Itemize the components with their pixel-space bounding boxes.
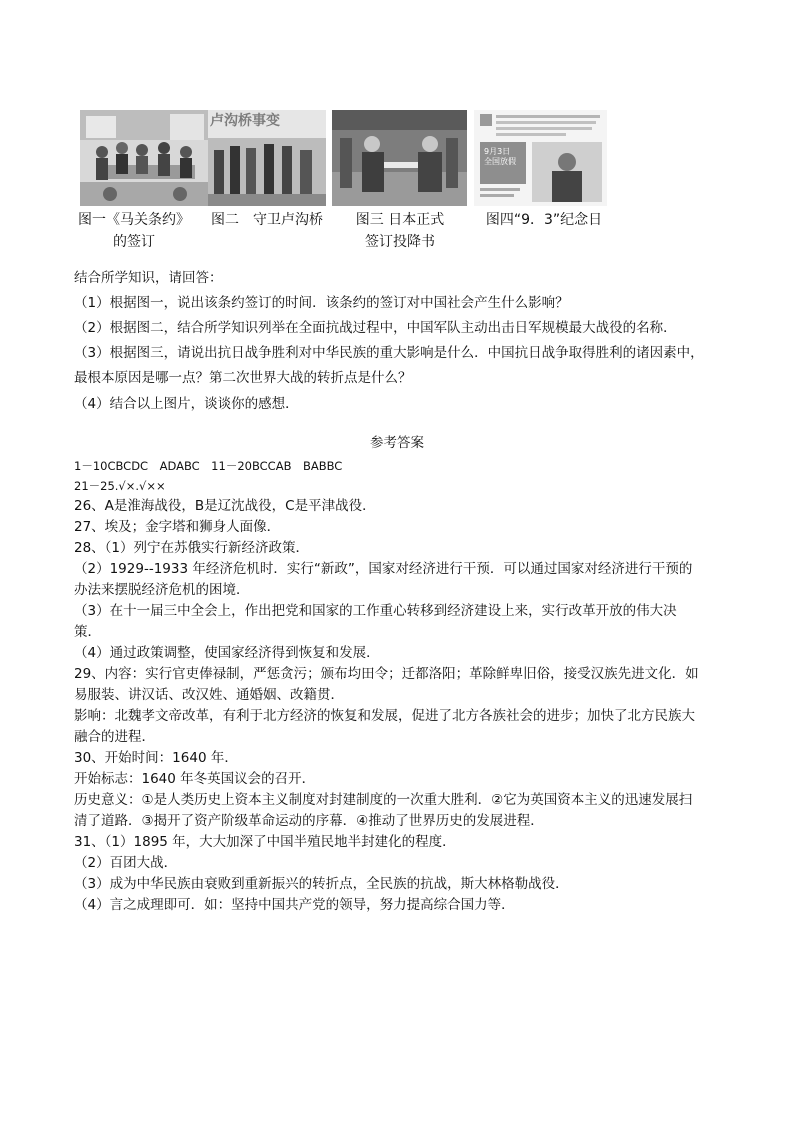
figure-3-image bbox=[332, 110, 467, 206]
answer-28-2b: 办法来摆脱经济危机的困境． bbox=[74, 582, 250, 598]
figure-3-caption-line1: 图三 日本正式 bbox=[355, 212, 445, 228]
answer-29-2b: 融合的进程． bbox=[74, 729, 155, 745]
figure-4-overlay-text: 9月3日 全国放假 bbox=[484, 147, 516, 166]
answer-31-4: （4）言之成理即可．如：坚持中国共产党的领导，努力提高综合国力等． bbox=[74, 897, 515, 913]
answer-27: 27、埃及；金字塔和狮身人面像． bbox=[74, 519, 281, 535]
question-3-line1: （3）根据图三，请说出抗日战争胜利对中华民族的重大影响是什么．中国抗日战争取得胜利的诸因素中， bbox=[74, 345, 704, 361]
answer-26: 26、A是淮海战役，B是辽沈战役，C是平津战役． bbox=[74, 498, 376, 514]
surrender-photo-icon bbox=[332, 110, 467, 206]
figure-1-image bbox=[80, 110, 210, 206]
answer-30-2: 开始标志：1640 年冬英国议会的召开． bbox=[74, 771, 316, 787]
answer-30-3b: 清了道路．③揭开了资产阶级革命运动的序幕．④推动了世界历史的发展进程． bbox=[74, 813, 544, 829]
answers-title: 参考答案 bbox=[370, 435, 424, 451]
figure-3-caption-line2: 签订投降书 bbox=[365, 234, 435, 250]
answer-29-2a: 影响：北魏孝文帝改革，有利于北方经济的恢复和发展，促进了北方各族社会的进步；加快了北方民族大 bbox=[74, 708, 695, 724]
answer-28-1: 28、（1）列宁在苏俄实行新经济政策． bbox=[74, 540, 310, 556]
figure-2-overlay-text: 卢沟桥事变 bbox=[210, 113, 280, 129]
answer-31-3: （3）成为中华民族由衰败到重新振兴的转折点，全民族的抗战，斯大林格勒战役． bbox=[74, 876, 569, 892]
answer-30-3a: 历史意义：①是人类历史上资本主义制度对封建制度的一次重大胜利．②它为英国资本主义的迅速发展扫 bbox=[74, 792, 693, 808]
figure-2-image bbox=[208, 110, 326, 206]
answer-28-2a: （2）1929--1933 年经济危机时．实行“新政”，国家对经济进行干预．可以通过国家对经济进行干预的 bbox=[74, 561, 693, 577]
questions-intro: 结合所学知识，请回答： bbox=[74, 270, 223, 286]
figure-4-caption: 图四“9．3”纪念日 bbox=[485, 212, 603, 228]
answer-tf: 21－25.√×.√×× bbox=[74, 479, 166, 493]
answer-31-1: 31、（1）1895 年，大大加深了中国半殖民地半封建化的程度． bbox=[74, 834, 456, 850]
answer-mc-1: 1－10CBCDC ADABC 11－20BCCAB BABBC bbox=[74, 459, 343, 473]
figure-1-caption-line1: 图一《马关条约》 bbox=[78, 212, 190, 228]
figure-1-caption bbox=[78, 209, 190, 253]
answer-29-1a: 29、内容：实行官吏俸禄制，严惩贪污；颁布均田令；迁都洛阳；革除鲜卑旧俗，接受汉族先进文化．如 bbox=[74, 666, 699, 682]
treaty-signing-photo-icon bbox=[80, 110, 210, 206]
answer-28-4: （4）通过政策调整，使国家经济得到恢复和发展． bbox=[74, 645, 380, 661]
question-2: （2）根据图二，结合所学知识列举在全面抗战过程中，中国军队主动出击日军规模最大战役的名称． bbox=[74, 320, 677, 336]
question-4: （4）结合以上图片，谈谈你的感想． bbox=[74, 396, 299, 412]
question-1: （1）根据图一，说出该条约签订的时间．该条约的签订对中国社会产生什么影响？ bbox=[74, 295, 569, 311]
figure-2-caption: 图二 守卫卢沟桥 bbox=[211, 212, 323, 228]
answer-31-2: （2）百团大战． bbox=[74, 855, 178, 871]
figure-4-image bbox=[474, 110, 607, 206]
answer-30-1: 30、开始时间：1640 年． bbox=[74, 750, 238, 766]
answer-28-3b: 策． bbox=[74, 624, 101, 640]
answer-28-3a: （3）在十一届三中全会上，作出把党和国家的工作重心转移到经济建设上来，实行改革开放的伟大决 bbox=[74, 603, 677, 619]
figure-1-caption-line2: 的签订 bbox=[113, 234, 155, 250]
question-3-line2: 最根本原因是哪一点？第二次世界大战的转折点是什么？ bbox=[74, 370, 412, 386]
answer-29-1b: 易服装、讲汉话、改汉姓、通婚姻、改籍贯． bbox=[74, 687, 344, 703]
figure-3-caption bbox=[350, 209, 450, 253]
